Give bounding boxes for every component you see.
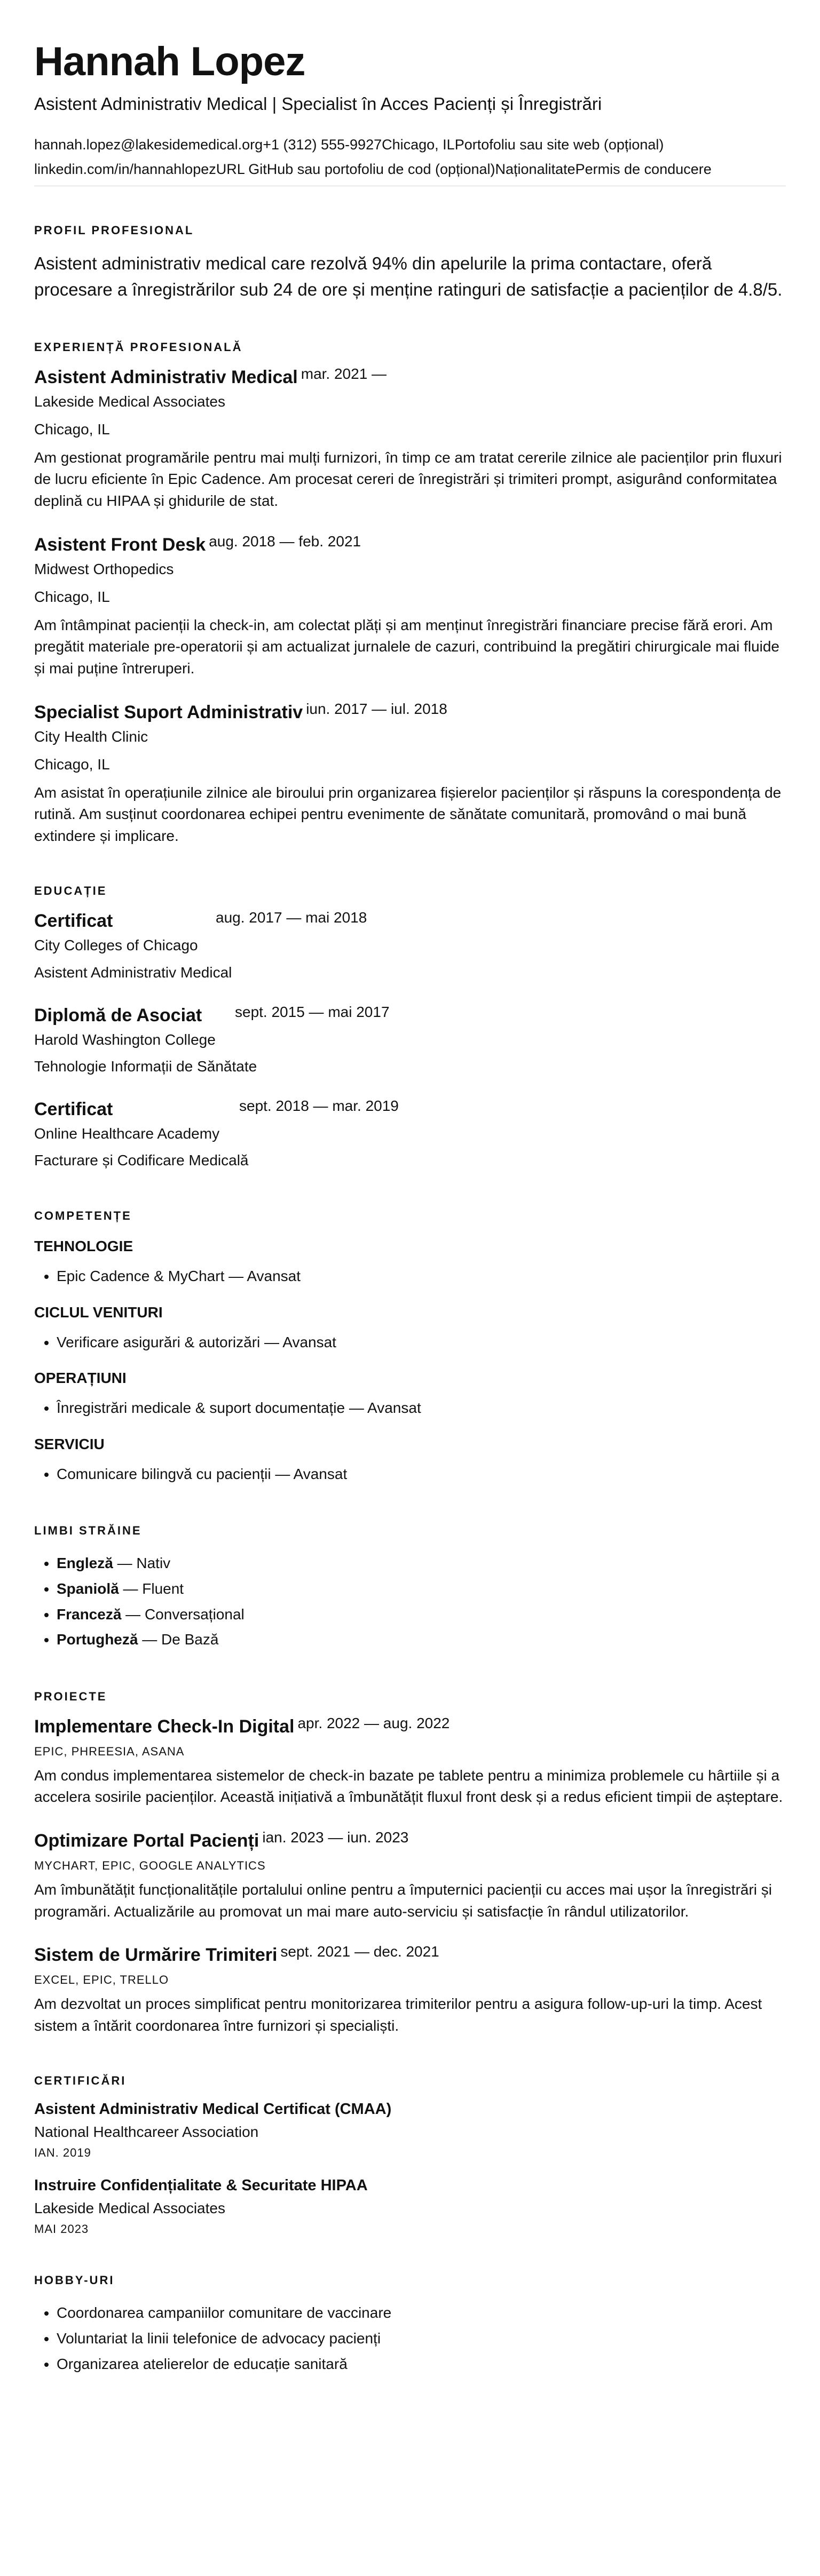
education-entry [34,1099,786,1172]
project-tech: EPIC, PHREESIA, ASANA [34,1744,185,1758]
contact-linkedin[interactable]: linkedin.com/in/hannahlopez [34,161,216,178]
education-degree: Diplomă de Asociat [34,1005,202,1025]
contact-row-primary [34,135,786,154]
section-title-summary: PROFIL PROFESIONAL [34,223,194,237]
project-tech: EXCEL, EPIC, TRELLO [34,1973,169,1987]
skill-item: • Verificare asigurări & autorizări — Avansat [57,1330,786,1355]
contact-row-secondary [34,160,786,186]
education-entry [34,911,786,983]
experience-entry [34,532,786,680]
education-institution: Online Healthcare Academy [34,1125,220,1142]
project-description: Am condus implementarea sistemelor de check-in bazate pe tablete pentru a minimiza problemele cu hârtiile și a accelera sosirile pacienților. Această inițiativă a îmbunătățit fluxul front desk și a redus eficient timpii de așteptare. [34,1767,783,1806]
experience-company: Midwest Orthopedics [34,560,174,577]
experience-location: Chicago, IL [34,421,110,438]
certification-date: IAN. 2019 [34,2146,91,2160]
experience-location: Chicago, IL [34,756,110,773]
project-description: Am dezvoltat un proces simplificat pentru monitorizarea trimiterilor pentru a asigura follow-up-uri la timp. Acest sistem a întărit coordonarea între furnizori și specialiști. [34,1995,762,2034]
language-level: — Nativ [113,1555,171,1572]
experience-entry [34,367,786,512]
skill-list [34,1330,786,1355]
language-item [57,1551,786,1576]
certification-issuer: Lakeside Medical Associates [34,2200,225,2217]
experience-entry [34,702,786,847]
education-degree: Certificat [34,1099,113,1119]
language-level: — Fluent [119,1580,184,1597]
skill-list [34,1461,786,1487]
skill-category: TEHNOLOGIE [34,1238,133,1255]
experience-dates: aug. 2018 — feb. 2021 [209,532,361,550]
education-entry [34,1005,786,1078]
project-dates: ian. 2023 — iun. 2023 [262,1828,409,1846]
language-name: Franceză [57,1605,122,1623]
skill-category: SERVICIU [34,1435,105,1452]
language-item [57,1602,786,1627]
project-name: Optimizare Portal Pacienți [34,1830,259,1851]
project-name: Implementare Check-In Digital [34,1716,295,1737]
certification-name: Instruire Confidențialitate & Securitate HIPAA [34,2177,368,2195]
contact-driving-license: Permis de conducere [575,161,712,178]
skill-category: OPERAȚIUNI [34,1370,127,1387]
project-tech: MYCHART, EPIC, GOOGLE ANALYTICS [34,1858,266,1872]
education-field: Facturare și Codificare Medicală [34,1152,249,1169]
contact-location: Chicago, IL [382,136,455,153]
project-name: Sistem de Urmărire Trimiteri [34,1945,278,1966]
section-title-skills: COMPETENȚE [34,1209,132,1223]
section-title-projects: PROIECTE [34,1689,107,1703]
experience-dates: iun. 2017 — iul. 2018 [306,700,447,717]
education-institution: City Colleges of Chicago [34,937,198,954]
skill-category: CICLUL VENITURI [34,1303,163,1321]
project-dates: apr. 2022 — aug. 2022 [297,1714,450,1731]
education-dates: sept. 2018 — mar. 2019 [239,1097,399,1114]
language-item [57,1576,786,1602]
language-name: Portugheză [57,1631,138,1648]
language-name: Engleză [57,1555,113,1572]
language-level: — Conversațional [121,1605,245,1623]
contact-email[interactable]: hannah.lopez@lakesidemedical.org [34,136,263,153]
skill-list [34,1263,786,1289]
experience-description: Am gestionat programările pentru mai mulți furnizori, în timp ce am tratat cererile zilnice ale pacienților prin fluxuri de lucru eficiente în Epic Cadence. Am procesat cereri de înregistrări și trimiteri prompt, asigurând conformitatea deplină cu HIPAA și ghidurile de stat. [34,449,782,509]
certification-name: Asistent Administrativ Medical Certificat (CMAA) [34,2101,392,2118]
contact-github[interactable]: URL GitHub sau portofoliu de cod (opțional) [216,161,495,178]
skill-item: • Înregistrări medicale & suport documentație — Avansat [57,1395,786,1421]
section-title-hobbies: HOBBY-URI [34,2273,115,2287]
education-field: Asistent Administrativ Medical [34,964,232,981]
summary-text: Asistent administrativ medical care rezolvă 94% din apelurile la prima contactare, oferă procesare a înregistrărilor sub 24 de ore și menține ratinguri de satisfacție a pacienților de 4.8/5. [34,253,783,300]
experience-role: Asistent Front Desk [34,534,206,555]
language-level: — De Bază [138,1631,219,1648]
experience-role: Specialist Suport Administrativ [34,702,303,722]
experience-description: Am asistat în operațiunile zilnice ale biroului prin organizarea fișierelor pacienților și răspuns la corespondența de rutină. Am susținut coordonarea echipei pentru evenimente de sănătate comunitară, promovând o mai bună extindere și implicare. [34,784,782,844]
education-dates: sept. 2015 — mai 2017 [235,1003,390,1020]
section-title-education: EDUCAȚIE [34,884,107,898]
certification-issuer: National Healthcareer Association [34,2124,259,2141]
project-entry [34,1716,786,1808]
experience-dates: mar. 2021 — [301,365,387,382]
language-list [34,1551,786,1652]
education-field: Tehnologie Informații de Sănătate [34,1058,257,1075]
skill-list [34,1395,786,1421]
candidate-headline: Asistent Administrativ Medical | Specialist în Acces Pacienți și Înregistrări [34,93,602,114]
section-title-certifications: CERTIFICĂRI [34,2074,127,2088]
experience-location: Chicago, IL [34,589,110,606]
skill-item: • Epic Cadence & MyChart — Avansat [57,1263,786,1289]
hobby-item: • Voluntariat la linii telefonice de advocacy pacienți [57,2326,786,2351]
experience-company: Lakeside Medical Associates [34,393,225,410]
contact-nationality: Naționalitate [495,161,575,178]
education-dates: aug. 2017 — mai 2018 [216,909,367,926]
project-entry [34,1945,786,2037]
project-dates: sept. 2021 — dec. 2021 [280,1943,439,1960]
project-entry [34,1828,786,1922]
experience-description: Am întâmpinat pacienții la check-in, am colectat plăți și am menținut înregistrări financiare precise fără erori. Am pregătit materiale pre-operatorii și am actualizat jurnalele de cazuri, contribuind la pregătiri chirurgicale mai fluide și mai puține întreruperi. [34,616,780,677]
experience-company: City Health Clinic [34,728,148,745]
contact-phone[interactable]: +1 (312) 555-9927 [263,136,382,153]
education-degree: Certificat [34,911,113,932]
education-institution: Harold Washington College [34,1031,216,1048]
section-title-languages: LIMBI STRĂINE [34,1524,142,1538]
candidate-name: Hannah Lopez [34,39,305,84]
section-title-experience: EXPERIENȚĂ PROFESIONALĂ [34,340,243,354]
hobby-item: • Organizarea atelierelor de educație sanitară [57,2351,786,2377]
hobby-list [34,2300,786,2376]
contact-portfolio[interactable]: Portofoliu sau site web (opțional) [454,136,664,153]
project-description: Am îmbunătățit funcționalitățile portalului online pentru a împuternici pacienții cu acces mai ușor la înregistrări și programări. Actualizările au promovat un mai mare auto-serviciu și satisfacție în rândul utilizatorilor. [34,1881,772,1920]
hobby-item: • Coordonarea campaniilor comunitare de vaccinare [57,2300,786,2326]
certification-entry [34,2177,786,2236]
certification-entry [34,2101,786,2160]
language-name: Spaniolă [57,1580,119,1597]
language-item [57,1627,786,1652]
skill-item: • Comunicare bilingvă cu pacienții — Avansat [57,1461,786,1487]
experience-role: Asistent Administrativ Medical [34,367,298,387]
certification-date: MAI 2023 [34,2222,89,2236]
